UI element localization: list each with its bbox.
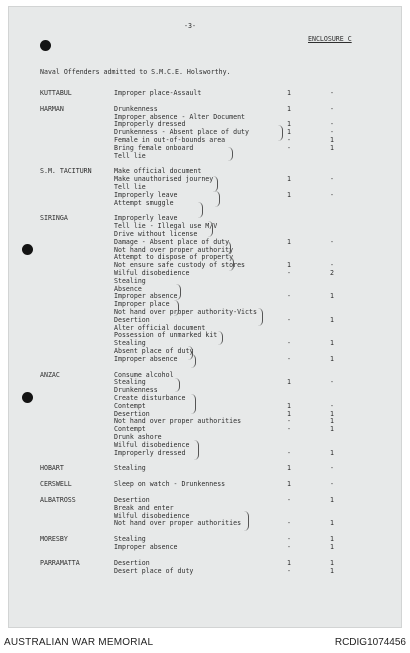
offence-text: Attempt to dispose of property (114, 253, 234, 262)
offence-text: Stealing (114, 464, 146, 473)
document-page (8, 6, 402, 628)
count-col-b: - (330, 120, 334, 129)
bracket (208, 221, 213, 237)
bracket (174, 300, 179, 316)
count-col-a: 1 (287, 480, 291, 489)
count-col-a: - (287, 543, 291, 551)
count-col-a: 1 (287, 104, 291, 113)
offence-text: Improper absence (114, 354, 178, 363)
count-col-a: - (287, 354, 291, 363)
ship-name: ALBATROSS (40, 496, 76, 504)
offence-text: Desertion (114, 558, 150, 567)
offence-text: Consume alcohol (114, 370, 174, 379)
count-col-a: 1 (287, 378, 291, 387)
count-col-a: - (287, 339, 291, 348)
offence-text: Stealing (114, 339, 146, 348)
offence-text: Tell lie (114, 183, 146, 191)
count-col-b: 1 (330, 143, 334, 152)
bracket (176, 284, 181, 300)
punch-hole (40, 40, 51, 51)
count-col-a: 1 (287, 128, 291, 137)
count-col-a: 1 (287, 409, 291, 418)
ship-name: S.M. TACITURN (40, 167, 92, 176)
bracket (198, 202, 203, 218)
punch-hole (22, 244, 33, 255)
count-col-b: - (330, 89, 334, 97)
count-col-a: 1 (287, 237, 291, 246)
count-col-a: 1 (287, 120, 291, 129)
count-col-a: 1 (287, 190, 291, 199)
offence-text: Improper absence - Alter Document (114, 112, 246, 121)
count-col-a: - (287, 269, 291, 277)
count-col-b: 1 (330, 292, 334, 301)
offence-text: Attempt smuggle (114, 198, 174, 207)
offence-text: Damage - Absent place of duty (114, 237, 230, 246)
ship-name: SIRINGA (40, 214, 68, 223)
offence-text: Improper place-Assault (114, 89, 202, 97)
offence-text: Not hand over proper authorities (114, 519, 242, 528)
bracket (228, 147, 233, 161)
offence-text: Wilful disobedience (114, 269, 190, 277)
offence-text: Possession of unmarked kit (114, 331, 218, 340)
count-col-b: - (330, 261, 334, 270)
count-col-b: 1 (330, 409, 334, 418)
count-col-b: 1 (330, 543, 334, 551)
bracket (218, 331, 223, 345)
ship-name: CERSWELL (40, 480, 72, 489)
archive-footer (0, 632, 410, 653)
ship-name: MORESBY (40, 535, 68, 544)
offence-text: Make unauthorised journey (114, 175, 214, 184)
count-col-a: 1 (287, 89, 291, 97)
offence-text: Stealing (114, 378, 146, 387)
count-col-a: - (287, 315, 291, 324)
count-col-b: - (330, 190, 334, 199)
bracket (175, 378, 180, 392)
offence-text: Desertion (114, 496, 150, 504)
offence-text: Desert place of duty (114, 566, 194, 575)
offence-text: Not hand over proper authority-Victs (114, 308, 257, 316)
offence-text: Tell lie (114, 151, 146, 160)
offence-text: Stealing (114, 276, 146, 285)
offence-text: Desertion (114, 315, 150, 324)
page-number: -3- (184, 22, 196, 30)
offence-text: Drunkenness - Absent place of duty (114, 128, 249, 137)
bracket (244, 511, 249, 531)
count-col-b: 1 (330, 354, 334, 363)
count-col-b: - (330, 175, 334, 184)
offence-text: Tell lie - Illegal use M/V (114, 222, 218, 231)
bracket (215, 191, 220, 207)
count-col-b: 1 (330, 339, 334, 348)
ship-name: ANZAC (40, 370, 60, 379)
offence-text: Break and enter (114, 503, 174, 512)
punch-hole (22, 392, 33, 403)
count-col-b: 1 (330, 519, 334, 528)
offence-text: Alter official document (114, 323, 206, 332)
count-col-b: 1 (330, 558, 334, 567)
count-col-a: - (287, 136, 291, 144)
count-col-b: 1 (330, 417, 334, 426)
bracket (191, 394, 196, 414)
ship-name: HARMAN (40, 104, 64, 113)
count-col-b: - (330, 237, 334, 246)
enclosure-label: ENCLOSURE C (308, 35, 352, 43)
bracket (213, 176, 218, 192)
count-col-b: - (330, 104, 334, 113)
report-heading: Naval Offenders admitted to S.M.C.E. Holsworthy. (40, 68, 231, 76)
offence-text: Not hand over proper authority (114, 245, 234, 254)
count-col-a: 1 (287, 464, 291, 473)
bracket (194, 440, 199, 460)
offence-text: Absence (114, 284, 142, 293)
count-col-b: 1 (330, 425, 334, 434)
offence-text: Drive without license (114, 230, 198, 238)
count-col-b: 1 (330, 496, 334, 504)
offence-text: Improperly leave (114, 190, 178, 199)
count-col-a: - (287, 425, 291, 434)
offence-text: Contempt (114, 425, 146, 434)
ship-name: PARRAMATTA (40, 558, 80, 567)
bracket (258, 308, 263, 326)
count-col-a: - (287, 496, 291, 504)
offence-text: Drunk ashore (114, 433, 162, 441)
bracket (191, 354, 196, 368)
count-col-b: - (330, 464, 334, 473)
offence-text: Create disturbance (114, 394, 186, 402)
count-col-a: - (287, 292, 291, 301)
item-id: RCDIG1074456 (334, 637, 406, 648)
count-col-b: 1 (330, 535, 334, 544)
ship-name: KUTTABUL (40, 89, 72, 97)
offence-text: Stealing (114, 535, 146, 544)
offence-text: Absent place of duty (114, 347, 194, 355)
count-col-b: 1 (330, 315, 334, 324)
count-col-b: - (330, 480, 334, 489)
count-col-a: - (287, 143, 291, 152)
offence-text: Bring female onboard (114, 143, 194, 152)
offence-text: Improperly leave (114, 214, 178, 223)
count-col-b: - (330, 401, 334, 410)
offence-text: Make official document (114, 167, 202, 176)
count-col-a: - (287, 566, 291, 575)
count-col-a: 1 (287, 558, 291, 567)
offence-text: Improperly dressed (114, 120, 186, 129)
count-col-b: - (330, 378, 334, 387)
offence-text: Improper place (114, 300, 170, 309)
offence-text: Sleep on watch - Drunkenness (114, 480, 226, 489)
count-col-b: 1 (330, 566, 334, 575)
offence-text: Improper absence (114, 292, 178, 301)
offence-text: Contempt (114, 401, 146, 410)
offence-text: Improperly dressed (114, 448, 186, 457)
offence-text: Desertion (114, 409, 150, 418)
count-col-b: 2 (330, 269, 334, 277)
offence-text: Improper absence (114, 543, 178, 551)
offence-text: Wilful disobedience (114, 511, 190, 520)
offence-text: Not ensure safe custody of stores (114, 261, 246, 270)
count-col-a: - (287, 535, 291, 544)
offence-text: Not hand over proper authorities (114, 417, 242, 426)
count-col-b: 1 (330, 136, 334, 144)
offence-text: Drunkenness (114, 104, 158, 113)
count-col-a: - (287, 417, 291, 426)
bracket (278, 125, 283, 141)
count-col-b: 1 (330, 448, 334, 457)
archive-name: AUSTRALIAN WAR MEMORIAL (4, 637, 154, 648)
count-col-a: - (287, 448, 291, 457)
count-col-b: - (330, 128, 334, 137)
count-col-a: - (287, 519, 291, 528)
offence-text: Female in out-of-bounds area (114, 136, 226, 144)
offence-text: Drunkenness (114, 386, 158, 395)
offence-text: Wilful disobedience (114, 440, 190, 449)
count-col-a: 1 (287, 261, 291, 270)
count-col-a: 1 (287, 401, 291, 410)
count-col-a: 1 (287, 175, 291, 184)
ship-name: HOBART (40, 464, 64, 473)
